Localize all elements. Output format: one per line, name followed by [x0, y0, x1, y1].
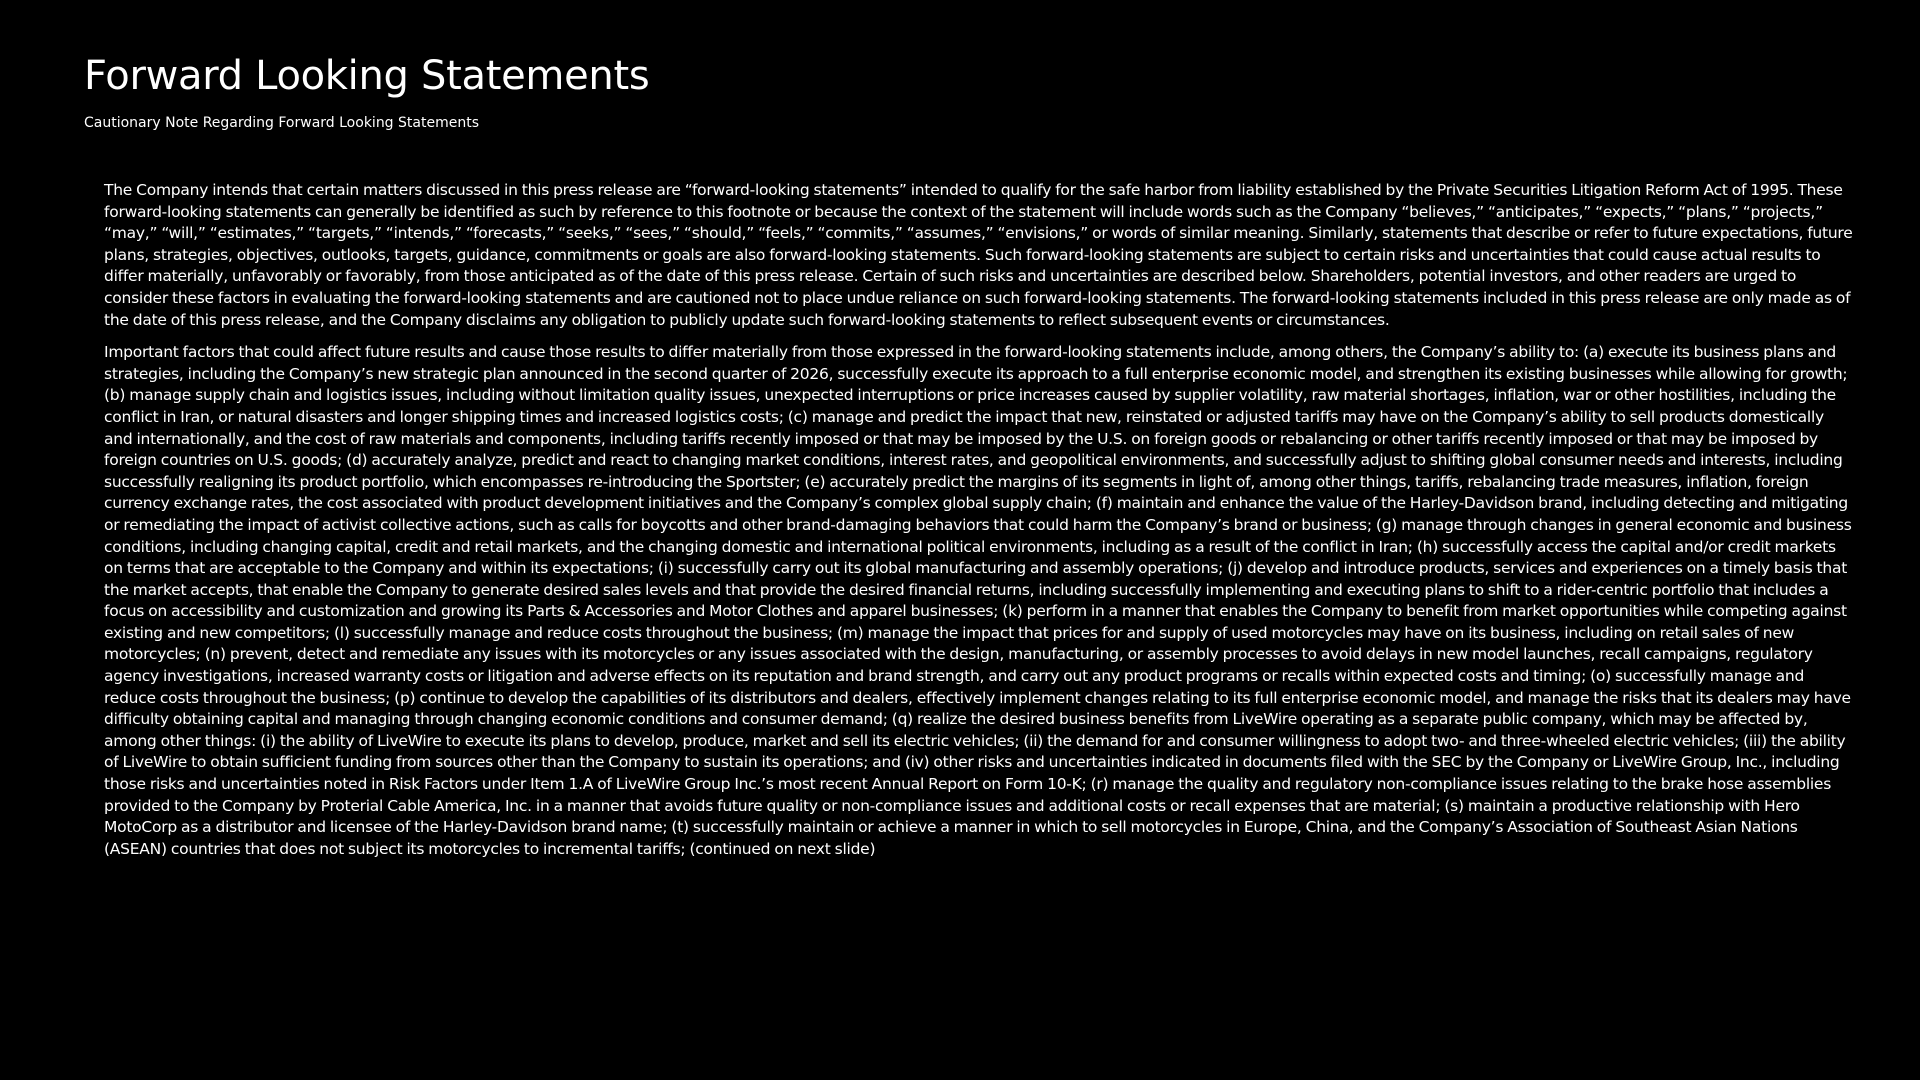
- page-title: Forward Looking Statements: [84, 53, 650, 99]
- statement-body: [104, 180, 1856, 871]
- paragraph-safe-harbor: The Company intends that certain matters discussed in this press release are “forward-looking statements” intended to qualify for the safe harbor from liability established by the Private Securities Litigation Reform Act of 1995. These forward-looking statements can generally be identified as such by reference to this footnote or because the context of the statement will include words such as the Company “believes,” “anticipates,” “expects,” “plans,” “projects,” “may,” “will,” “estimates,” “targets,” “intends,” “forecasts,” “seeks,” “sees,” “should,” “feels,” “commits,” “assumes,” “envisions,” or words of similar meaning. Similarly, statements that describe or refer to future expectations, future plans, strategies, objectives, outlooks, targets, guidance, commitments or goals are also forward-looking statements. Such forward-looking statements are subject to certain risks and uncertainties that could cause actual results to differ materially, unfavorably or favorably, from those anticipated as of the date of this press release. Certain of such risks and uncertainties are described below. Shareholders, potential investors, and other readers are urged to consider these factors in evaluating the forward-looking statements and are cautioned not to place undue reliance on such forward-looking statements. The forward-looking statements included in this press release are only made as of the date of this press release, and the Company disclaims any obligation to publicly update such forward-looking statements to reflect subsequent events or circumstances.: [104, 181, 1853, 329]
- paragraph-important-factors: Important factors that could affect future results and cause those results to differ materially from those expressed in the forward-looking statements include, among others, the Company’s ability to: (a) execute its business plans and strategies, including the Company’s new strategic plan announced in the second quarter of 2026, successfully execute its approach to a full enterprise economic model, and strengthen its existing businesses while allowing for growth; (b) manage supply chain and logistics issues, including without limitation quality issues, unexpected interruptions or price increases caused by supplier volatility, raw material shortages, inflation, war or other hostilities, including the conflict in Iran, or natural disasters and longer shipping times and increased logistics costs; (c) manage and predict the impact that new, reinstated or adjusted tariffs may have on the Company’s ability to sell products domestically and internationally, and the cost of raw materials and components, including tariffs recently imposed or that may be imposed by the U.S. on foreign goods or rebalancing or other tariffs recently imposed or that may be imposed by foreign countries on U.S. goods; (d) accurately analyze, predict and react to changing market conditions, interest rates, and geopolitical environments, and successfully adjust to shifting global consumer needs and interests, including successfully realigning its product portfolio, which encompasses re-introducing the Sportster; (e) accurately predict the margins of its segments in light of, among other things, tariffs, rebalancing trade measures, inflation, foreign currency exchange rates, the cost associated with product development initiatives and the Company’s complex global supply chain; (f) maintain and enhance the value of the Harley-Davidson brand, including detecting and mitigating or remediating the impact of activist collective actions, such as calls for boycotts and other brand-damaging behaviors that could harm the Company’s brand or business; (g) manage through changes in general economic and business conditions, including changing capital, credit and retail markets, and the changing domestic and international political environments, including as a result of the conflict in Iran; (h) successfully access the capital and/or credit markets on terms that are acceptable to the Company and within its expectations; (i) successfully carry out its global manufacturing and assembly operations; (j) develop and introduce products, services and experiences on a timely basis that the market accepts, that enable the Company to generate desired sales levels and that provide the desired financial returns, including successfully implementing and executing plans to shift to a rider-centric portfolio that includes a focus on accessibility and customization and growing its Parts & Accessories and Motor Clothes and apparel businesses; (k) perform in a manner that enables the Company to benefit from market opportunities while competing against existing and new competitors; (l) successfully manage and reduce costs throughout the business; (m) manage the impact that prices for and supply of used motorcycles may have on its business, including on retail sales of new motorcycles; (n) prevent, detect and remediate any issues with its motorcycles or any issues associated with the design, manufacturing, or assembly processes to avoid delays in new model launches, recall campaigns, regulatory agency investigations, increased warranty costs or litigation and adverse effects on its reputation and brand strength, and carry out any product programs or recalls within expected costs and timing; (o) successfully manage and reduce costs throughout the business; (p) continue to develop the capabilities of its distributors and dealers, effectively implement changes relating to its full enterprise economic model, and manage the risks that its dealers may have difficulty obtaining capital and managing through changing economic conditions and consumer demand; (q) realize the desired business benefits from LiveWire operating as a separate public company, which may be affected by, among other things: (i) the ability of LiveWire to execute its plans to develop, produce, market and sell its electric vehicles; (ii) the demand for and consumer willingness to adopt two- and three-wheeled electric vehicles; (iii) the ability of LiveWire to obtain sufficient funding from sources other than the Company to sustain its operations; and (iv) other risks and uncertainties indicated in documents filed with the SEC by the Company or LiveWire Group, Inc., including those risks and uncertainties noted in Risk Factors under Item 1.A of LiveWire Group Inc.’s most recent Annual Report on Form 10-K; (r) manage the quality and regulatory non-compliance issues relating to the brake hose assemblies provided to the Company by Proterial Cable America, Inc. in a manner that avoids future quality or non-compliance issues and additional costs or recall expenses that are material; (s) maintain a productive relationship with Hero MotoCorp as a distributor and licensee of the Harley-Davidson brand name; (t) successfully maintain or achieve a manner in which to sell motorcycles in Europe, China, and the Company’s Association of Southeast Asian Nations (ASEAN) countries that does not subject its motorcycles to incremental tariffs; (continued on next slide): [104, 343, 1852, 858]
- page-subtitle: Cautionary Note Regarding Forward Looking Statements: [84, 115, 479, 131]
